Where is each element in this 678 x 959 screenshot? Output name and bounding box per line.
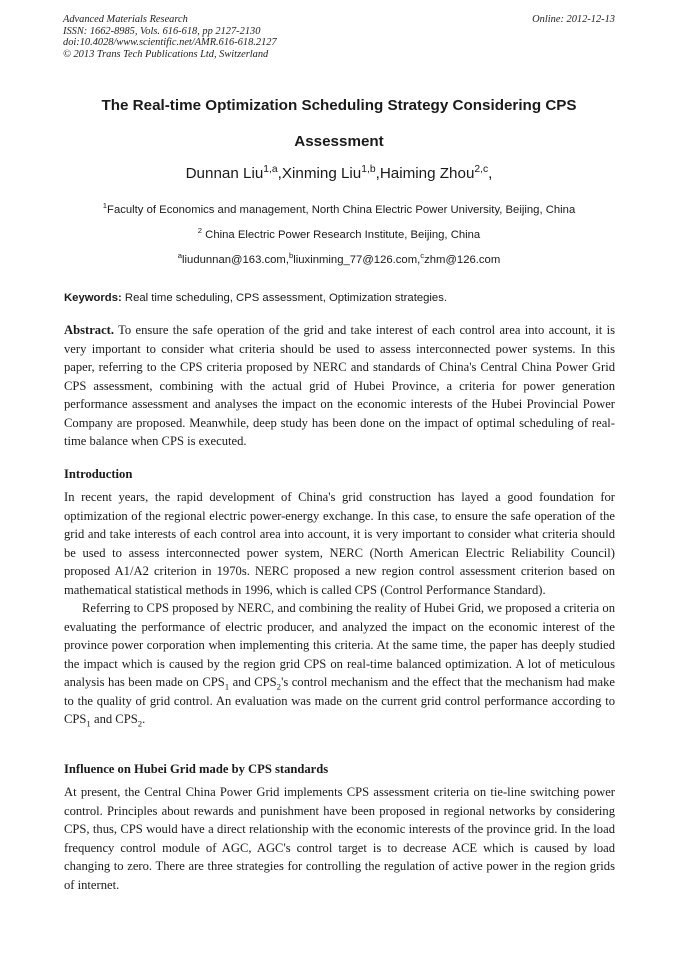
paper-title bbox=[63, 88, 615, 160]
affiliation-text: Faculty of Economics and management, North China Electric Power University, Beijing, China bbox=[107, 204, 576, 216]
influence-paragraph-1: At present, the Central China Power Grid implements CPS assessment criteria on tie-line switching power control. Principles about rewards and punishment have been proposed in regional networks by considering CPS, thus, CPS would have a direct relationship with the economic interests of the province grid. In the load frequency control module of AGC, AGC's control target is to decrease ACE which is caused by load changing to zero. There are three strategies for controlling the regulation of active power in the region grids of internet. bbox=[64, 785, 615, 892]
email-address[interactable]: liuxinming_77@126.com, bbox=[293, 254, 421, 266]
introduction-body bbox=[64, 488, 615, 729]
paragraph-text: and CPS bbox=[90, 712, 138, 726]
introduction-paragraph-2 bbox=[64, 599, 615, 729]
title-line-1: The Real-time Optimization Scheduling Strategy Considering CPS bbox=[101, 97, 577, 114]
author-name: Xinming Liu bbox=[281, 165, 362, 182]
title-line-2: Assessment bbox=[294, 133, 384, 150]
paragraph-text: . bbox=[142, 712, 146, 726]
email-list bbox=[40, 253, 638, 267]
email-sup: a bbox=[177, 251, 183, 261]
affiliation-1 bbox=[40, 203, 638, 217]
author-sup: 2,c bbox=[474, 163, 489, 175]
paragraph-text: 's control mechanism and the effect that the mechanism had make to the quality of grid control. An evaluation was made on the current grid control performance according to CPS bbox=[64, 675, 615, 726]
affiliation-2 bbox=[40, 228, 638, 242]
affiliation-sup: 2 bbox=[197, 226, 203, 236]
abstract bbox=[64, 321, 615, 451]
influence-body bbox=[64, 783, 615, 894]
author-name: Dunnan Liu bbox=[185, 165, 264, 182]
influence-heading: Influence on Hubei Grid made by CPS standards bbox=[64, 762, 329, 776]
copyright-line: © 2013 Trans Tech Publications Ltd, Switzerland bbox=[63, 48, 269, 60]
issn-line: ISSN: 1662-8985, Vols. 616-618, pp 2127-2130 bbox=[63, 25, 261, 37]
keywords bbox=[64, 291, 615, 305]
online-date: Online: 2012-12-13 bbox=[532, 14, 615, 25]
subscript: 2 bbox=[276, 681, 282, 692]
affiliation-text: China Electric Power Research Institute, Beijing, China bbox=[202, 229, 481, 241]
email-address[interactable]: liudunnan@163.com, bbox=[182, 254, 289, 266]
author-list bbox=[63, 164, 615, 184]
introduction-paragraph-1: In recent years, the rapid development of China's grid construction has layed a good foundation for optimization of the regional electric power-energy exchange. In this case, to ensure the safe operation of the grid and take interests of each control area into account, it is very important to consider what criteria should be used to assess interconnected power system, NERC (North American Electric Reliability Council) proposed A1/A2 criterion in 1970s. NERC proposed a new region control assessment criterion based on mathematical statistical methods in 1996, which is called CPS (Control Performance Standard). bbox=[64, 490, 615, 597]
author-separator: , bbox=[488, 165, 493, 182]
paragraph-text: and CPS bbox=[229, 675, 277, 689]
doi-line: doi:10.4028/www.scientific.net/AMR.616-618.2127 bbox=[63, 37, 277, 49]
abstract-text: To ensure the safe operation of the grid and take interest of each control area into account, it is very important to consider what criteria should be used to assess interconnected power systems. In this paper, referring to the CPS criteria proposed by NERC and standards of China's Central China Power Grid CPS assessment, combining with the actual grid of Hubei Province, a criteria for power generation performance assessment and analyses the impact on the economic interests of the Hubei Provincial Power Company are proposed. Meanwhile, deep study has been done on the impact of optimal scheduling of real-time balance when CPS is executed. bbox=[64, 323, 615, 448]
journal-header bbox=[63, 14, 615, 60]
paragraph-text: Referring to CPS proposed by NERC, and combining the reality of Hubei Grid, we proposed a criteria on evaluating the performance of electric producer, and analyzed the impact on the economic interest of the province power corporation when implementing this criteria. At the same time, the paper has deeply studied the impact which is caused by the region grid CPS on real-time balanced optimization. A lot of meticulous analysis has been made on CPS bbox=[64, 601, 615, 689]
subscript: 1 bbox=[86, 718, 91, 729]
keywords-label: Keywords: bbox=[64, 292, 122, 304]
email-sup: b bbox=[288, 251, 294, 261]
affiliation-sup: 1 bbox=[102, 201, 108, 211]
introduction-heading: Introduction bbox=[64, 467, 133, 481]
author-sup: 1,b bbox=[361, 163, 376, 175]
journal-name: Advanced Materials Research bbox=[63, 14, 188, 25]
author-sup: 1,a bbox=[263, 163, 278, 175]
email-address[interactable]: zhm@126.com bbox=[424, 254, 501, 266]
abstract-label: Abstract. bbox=[64, 323, 115, 337]
email-sup: c bbox=[420, 251, 425, 261]
keywords-text: Real time scheduling, CPS assessment, Optimization strategies. bbox=[121, 292, 448, 304]
author-separator: , bbox=[375, 165, 380, 182]
subscript: 1 bbox=[224, 681, 230, 692]
abstract-paragraph bbox=[64, 321, 615, 451]
author-name: Haiming Zhou bbox=[379, 165, 475, 182]
author-separator: , bbox=[277, 165, 282, 182]
subscript: 2 bbox=[137, 718, 143, 729]
